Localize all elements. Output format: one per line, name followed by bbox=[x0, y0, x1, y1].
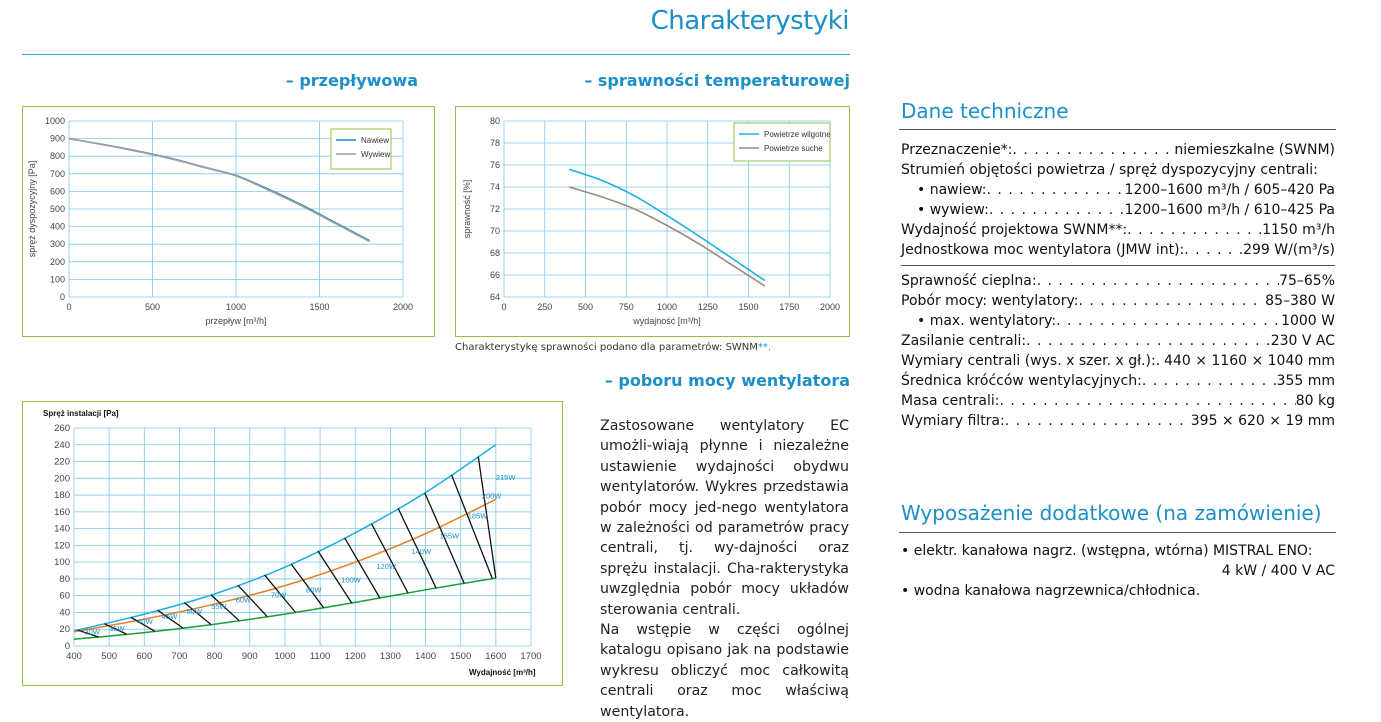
power-label: 70W bbox=[270, 590, 287, 600]
spec-leader-dots bbox=[1184, 240, 1243, 260]
description-text bbox=[600, 416, 849, 722]
accessories-rule bbox=[899, 532, 1336, 533]
tech-rule bbox=[899, 129, 1336, 130]
temp-chart-frame bbox=[455, 106, 850, 337]
x-tick-label: 1250 bbox=[697, 302, 718, 312]
x-axis-label: przepływ [m³/h] bbox=[205, 316, 267, 326]
caption-text: Charakterystykę sprawności podano dla parametrów: SWNM bbox=[455, 342, 758, 353]
y-tick-label: 200 bbox=[54, 473, 70, 485]
efficiency-caption bbox=[455, 342, 771, 353]
y-tick-label: 70 bbox=[489, 226, 500, 236]
y-tick-label: 900 bbox=[49, 133, 65, 144]
spec-row bbox=[901, 411, 1335, 431]
x-tick-label: 500 bbox=[144, 302, 161, 312]
y-tick-label: 1000 bbox=[44, 116, 65, 126]
series-line-0 bbox=[69, 139, 370, 241]
x-tick-label: 1400 bbox=[414, 651, 437, 662]
legend-label: Nawiew bbox=[361, 136, 390, 145]
spec-row bbox=[901, 160, 1335, 180]
spec-leader-dots bbox=[1078, 291, 1265, 311]
y-tick-label: 74 bbox=[489, 182, 500, 192]
page-title: Charakterystyki bbox=[650, 6, 849, 36]
accessory-item-heater: • elektr. kanałowa nagrz. (wstępna, wtórna) MISTRAL ENO: bbox=[901, 543, 1313, 559]
spec-label: • nawiew: bbox=[917, 182, 987, 198]
section-power-heading: – poboru mocy wentylatora bbox=[604, 371, 850, 390]
description-paragraph-1: Zastosowane wentylatory EC umożli-wiają płynne i niezależne ustawienie wydajności obydwu wentylatorów. Wykres przedstawia pobór mocy jed-nego wentylatora w zależności od parametrów pracy centrali, tj. wy-dajności oraz sprężu instalacji. Cha-rakterystyka uwzględnia pobór mocy układów sterowania centrali. bbox=[600, 418, 849, 618]
x-tick-label: 1500 bbox=[738, 302, 759, 312]
y-tick-label: 100 bbox=[54, 557, 70, 569]
spec-value: niemieszkalne (SWNM) bbox=[1174, 142, 1335, 158]
flow-chart bbox=[23, 107, 434, 336]
x-tick-label: 800 bbox=[206, 651, 223, 662]
spec-label: Wydajność projektowa SWNM**: bbox=[901, 222, 1128, 238]
spec-value: 85–380 W bbox=[1265, 293, 1335, 309]
x-tick-label: 900 bbox=[241, 651, 258, 662]
spec-row bbox=[901, 140, 1335, 160]
y-tick-label: 260 bbox=[54, 423, 70, 434]
flow-chart-frame bbox=[22, 106, 435, 337]
x-axis-label: wydajność [m³/h] bbox=[633, 316, 701, 326]
power-label: 30W bbox=[84, 627, 100, 637]
spec-label: Średnica króćców wentylacyjnych: bbox=[901, 373, 1142, 389]
y-axis-label: Spręż instalacji [Pa] bbox=[43, 409, 119, 418]
section-temp-heading: – sprawności temperaturowej bbox=[584, 71, 850, 90]
spec-value: 440 × 1160 × 1040 mm bbox=[1164, 353, 1335, 369]
power-label: 80W bbox=[306, 585, 322, 595]
y-tick-label: 78 bbox=[489, 138, 500, 148]
power-label: 45W bbox=[161, 612, 178, 622]
power-label: 55W bbox=[211, 602, 227, 612]
y-axis-label: sprawność [%] bbox=[462, 179, 472, 239]
power-label: 40W bbox=[137, 617, 153, 627]
y-tick-label: 72 bbox=[489, 204, 500, 214]
y-tick-label: 76 bbox=[489, 160, 500, 170]
spec-leader-dots bbox=[1056, 311, 1281, 331]
x-tick-label: 1000 bbox=[656, 302, 678, 312]
y-tick-label: 600 bbox=[49, 186, 65, 197]
spec-row bbox=[901, 291, 1335, 311]
spec-value: 1200–1600 m³/h / 610–425 Pa bbox=[1124, 202, 1335, 218]
x-tick-label: 1500 bbox=[450, 651, 472, 662]
x-tick-label: 1600 bbox=[485, 651, 507, 662]
spec-row bbox=[901, 240, 1335, 260]
x-axis-label: Wydajność [m³/h] bbox=[469, 668, 536, 677]
spec-row bbox=[901, 200, 1335, 220]
caption-mark: **. bbox=[757, 342, 772, 353]
section-flow-heading: – przepływowa bbox=[285, 71, 418, 90]
y-tick-label: 500 bbox=[49, 204, 65, 214]
spec-row bbox=[901, 371, 1335, 391]
spec-leader-dots bbox=[987, 180, 1125, 200]
spec-leader-dots bbox=[1127, 220, 1262, 240]
spec-row bbox=[901, 271, 1335, 291]
x-tick-label: 1100 bbox=[309, 651, 331, 662]
spec-value: 1000 W bbox=[1281, 313, 1335, 329]
temp-chart bbox=[456, 107, 849, 336]
y-tick-label: 180 bbox=[54, 490, 70, 502]
power-label: 200W bbox=[481, 491, 502, 501]
legend-box bbox=[331, 129, 391, 169]
x-tick-label: 700 bbox=[171, 651, 188, 662]
x-tick-label: 1750 bbox=[779, 302, 800, 312]
x-tick-label: 1500 bbox=[309, 302, 330, 312]
spec-leader-dots bbox=[989, 200, 1125, 220]
y-tick-label: 66 bbox=[489, 270, 500, 280]
y-tick-label: 40 bbox=[59, 607, 70, 619]
spec-label: Sprawność cieplna: bbox=[901, 273, 1037, 289]
y-tick-label: 60 bbox=[59, 590, 70, 602]
y-tick-label: 20 bbox=[59, 624, 70, 636]
power-label: 100W bbox=[341, 575, 361, 585]
spec-label: Wymiary centrali (wys. x szer. x gł.): bbox=[901, 353, 1156, 369]
spec-leader-dots bbox=[1026, 331, 1271, 351]
spec-value: 355 mm bbox=[1276, 373, 1335, 389]
spec-label: Zasilanie centrali: bbox=[901, 333, 1027, 349]
spec-leader-dots bbox=[1012, 140, 1174, 160]
spec-label: Strumień objętości powietrza / spręż dyspozycyjny centrali: bbox=[901, 162, 1318, 178]
power-label: 140W bbox=[411, 546, 432, 556]
accessory-item-heater-value: 4 kW / 400 V AC bbox=[1221, 563, 1335, 579]
title-rule bbox=[22, 54, 850, 55]
power-chart-frame bbox=[22, 401, 563, 686]
spec-value: 80 kg bbox=[1295, 393, 1335, 409]
spec-separator bbox=[901, 265, 1335, 266]
tech-title: Dane techniczne bbox=[901, 99, 1069, 123]
spec-row bbox=[901, 351, 1335, 371]
spec-value: 1150 m³/h bbox=[1262, 222, 1335, 238]
spec-value: 1200–1600 m³/h / 605–420 Pa bbox=[1124, 182, 1335, 198]
spec-label: Masa centrali: bbox=[901, 393, 1000, 409]
power-label: 185W bbox=[467, 511, 488, 521]
y-tick-label: 80 bbox=[59, 573, 70, 585]
accessories-title: Wyposażenie dodatkowe (na zamówienie) bbox=[901, 501, 1322, 525]
x-tick-label: 500 bbox=[577, 302, 594, 312]
spec-label: • max. wentylatory: bbox=[917, 313, 1057, 329]
spec-leader-dots bbox=[1000, 391, 1296, 411]
spec-label: Pobór mocy: wentylatory: bbox=[901, 293, 1079, 309]
x-tick-label: 500 bbox=[101, 651, 118, 662]
y-tick-label: 220 bbox=[54, 456, 70, 468]
y-tick-label: 300 bbox=[49, 239, 65, 250]
x-tick-label: 1700 bbox=[520, 651, 542, 662]
spec-value: 75–65% bbox=[1279, 273, 1335, 289]
power-label: 60W bbox=[235, 595, 252, 605]
legend-label: Powietrze suche bbox=[764, 144, 823, 153]
y-tick-label: 68 bbox=[489, 248, 500, 258]
y-tick-label: 120 bbox=[54, 540, 70, 552]
spec-value: 299 W/(m³/s) bbox=[1243, 242, 1335, 258]
y-tick-label: 800 bbox=[49, 151, 65, 162]
spec-row bbox=[901, 180, 1335, 200]
x-tick-label: 750 bbox=[618, 302, 634, 312]
series-line-1 bbox=[69, 139, 370, 242]
spec-label: • wywiew: bbox=[917, 202, 989, 218]
power-label: 155W bbox=[439, 531, 460, 541]
spec-row bbox=[901, 391, 1335, 411]
x-tick-label: 1000 bbox=[225, 302, 247, 312]
y-tick-label: 160 bbox=[54, 506, 70, 518]
y-tick-label: 400 bbox=[49, 221, 65, 232]
x-tick-label: 400 bbox=[66, 651, 82, 662]
legend-label: Powietrze wilgotne bbox=[764, 130, 831, 139]
accessory-item-water-coil: • wodna kanałowa nagrzewnica/chłodnica. bbox=[901, 583, 1201, 599]
x-tick-label: 250 bbox=[537, 302, 553, 312]
description-paragraph-2: Na wstępie w części ogólnej katalogu opisano jak na podstawie wykresu obliczyć moc całkowitą centrali oraz moc właściwą wentylatora. bbox=[600, 622, 849, 720]
y-tick-label: 80 bbox=[489, 116, 500, 126]
spec-leader-dots bbox=[1037, 271, 1279, 291]
x-tick-label: 1200 bbox=[344, 651, 366, 662]
iso-power-line bbox=[345, 538, 380, 598]
spec-value: 395 × 620 × 19 mm bbox=[1190, 413, 1335, 429]
spec-row bbox=[901, 220, 1335, 240]
x-tick-label: 0 bbox=[501, 302, 507, 312]
y-tick-label: 140 bbox=[54, 523, 70, 535]
x-tick-label: 1300 bbox=[379, 651, 401, 662]
power-label: 35W bbox=[109, 623, 125, 633]
y-tick-label: 0 bbox=[59, 292, 65, 302]
spec-leader-dots bbox=[1156, 351, 1164, 371]
spec-row bbox=[901, 311, 1335, 331]
power-label: 50W bbox=[186, 607, 202, 617]
y-tick-label: 100 bbox=[49, 274, 65, 285]
spec-label: Przeznaczenie*: bbox=[901, 142, 1013, 158]
spec-label: Wymiary filtra: bbox=[901, 413, 1005, 429]
y-tick-label: 200 bbox=[49, 256, 65, 267]
x-tick-label: 2000 bbox=[819, 302, 841, 312]
y-tick-label: 64 bbox=[489, 292, 500, 302]
legend-label: Wywiew bbox=[361, 150, 391, 159]
tech-data-list bbox=[901, 140, 1335, 431]
legend-box bbox=[734, 123, 830, 161]
power-label: 120W bbox=[376, 561, 396, 571]
x-tick-label: 600 bbox=[136, 651, 153, 662]
spec-label: Jednostkowa moc wentylatora (JMW int): bbox=[901, 242, 1185, 258]
iso-power-line bbox=[371, 524, 408, 593]
spec-row bbox=[901, 331, 1335, 351]
spec-leader-dots bbox=[1005, 411, 1191, 431]
y-axis-label: spręż dyspozycyjny [Pa] bbox=[27, 160, 37, 258]
accessories-list bbox=[901, 541, 1335, 601]
power-chart bbox=[23, 402, 562, 685]
spec-leader-dots bbox=[1142, 371, 1277, 391]
y-tick-label: 240 bbox=[54, 439, 70, 451]
x-tick-label: 2000 bbox=[392, 302, 414, 312]
spec-value: 230 V AC bbox=[1270, 333, 1335, 349]
y-tick-label: 700 bbox=[49, 168, 65, 179]
x-tick-label: 0 bbox=[66, 302, 72, 312]
y-tick-label: 0 bbox=[64, 641, 70, 652]
power-label: 215W bbox=[495, 472, 516, 482]
x-tick-label: 1000 bbox=[274, 651, 296, 662]
